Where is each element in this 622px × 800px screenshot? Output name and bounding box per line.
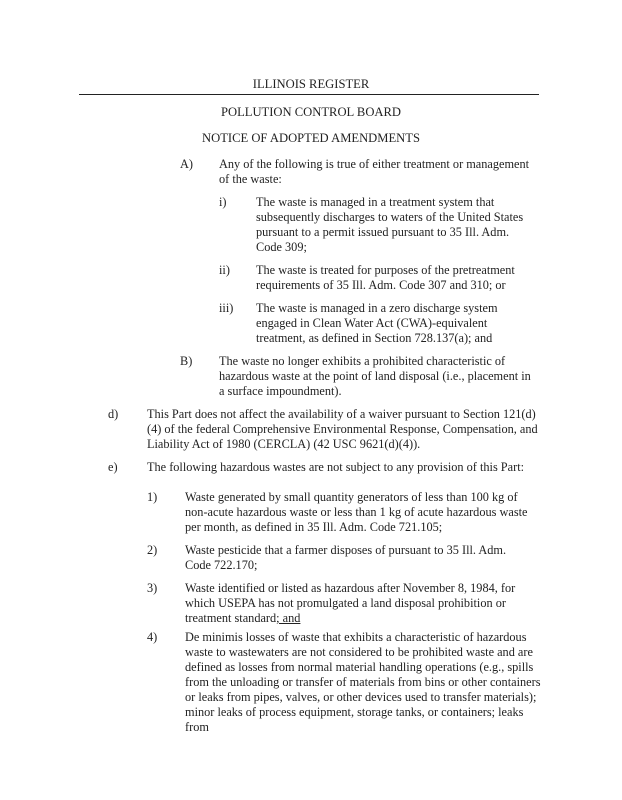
item-a-i-label: i) <box>219 195 227 209</box>
item-a-iii-text: The waste is managed in a zero discharge system engaged in Clean Water Act (CWA)-equivalent treatment, as defined in Section 728.137(a); and <box>256 301 498 345</box>
item-e-1-text: Waste generated by small quantity generators of less than 100 kg of non-acute hazardous waste or less than 1 kg of acute hazardous waste per month, as defined in 35 Ill. Adm. Code 721.105; <box>185 490 528 534</box>
board-title: POLLUTION CONTROL BOARD <box>220 105 402 119</box>
item-e-3-text <box>185 581 527 626</box>
item-a-iii-label: iii) <box>219 301 234 315</box>
item-a-ii-text: The waste is treated for purposes of the pretreatment requirements of 35 Ill. Adm. Code 307 and 310; or <box>256 263 515 292</box>
item-a-i-text: The waste is managed in a treatment system that subsequently discharges to waters of the United States pursuant to a permit issued pursuant to 35 Ill. Adm. Code 309; <box>256 195 524 254</box>
item-e-4-text: De minimis losses of waste that exhibits a characteristic of hazardous waste to wastewaters are not considered to be prohibited waste and are defined as losses from normal material handling operations (e.g., spills from the unloading or transfer of materials from bins or other containers or leaks from pipes, valves, or other devices used to transfer materials); minor leaks of process equipment, storage tanks, or containers; leaks from <box>185 630 541 734</box>
item-e-2-text: Waste pesticide that a farmer disposes of pursuant to 35 Ill. Adm. Code 722.170; <box>185 543 507 572</box>
item-e-3-label: 3) <box>147 581 158 595</box>
item-b-text: The waste no longer exhibits a prohibited characteristic of hazardous waste at the point of land disposal (i.e., placement in a surface impoundment). <box>219 354 531 398</box>
item-e-2-label: 2) <box>147 543 158 557</box>
item-e-1-label: 1) <box>147 490 158 504</box>
item-e-text: The following hazardous wastes are not subject to any provision of this Part: <box>147 460 525 474</box>
item-a-text: Any of the following is true of either treatment or management of the waste: <box>219 157 530 186</box>
item-d-label: d) <box>108 407 119 421</box>
item-b-label: B) <box>180 354 193 368</box>
item-e-3-underlined-amendment: ; and <box>276 611 301 625</box>
notice-title: NOTICE OF ADOPTED AMENDMENTS <box>202 131 420 145</box>
item-e-3-body: Waste identified or listed as hazardous after November 8, 1984, for which USEPA has not promulgated a land disposal prohibition or treatment standard <box>185 581 516 625</box>
header-rule <box>79 94 539 95</box>
item-e-label: e) <box>108 460 118 474</box>
register-title: ILLINOIS REGISTER <box>252 77 370 91</box>
item-a-label: A) <box>180 157 193 171</box>
item-d-text: This Part does not affect the availability of a waiver pursuant to Section 121(d)(4) of the federal Comprehensive Environmental Response, Compensation, and Liability Act of 1980 (CERCLA) (42 USC 9621(d)(4)). <box>147 407 538 451</box>
item-e-4-label: 4) <box>147 630 158 644</box>
item-a-ii-label: ii) <box>219 263 230 277</box>
